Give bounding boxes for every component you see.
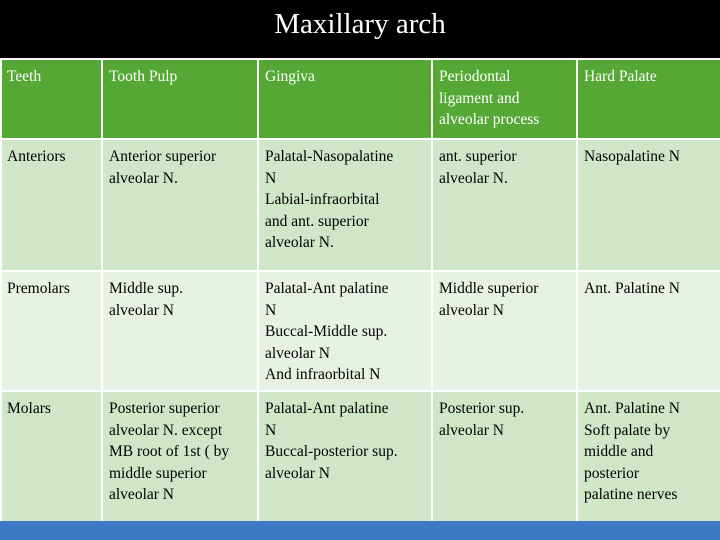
nerve-supply-table-container xyxy=(0,58,720,521)
cell-tooth-pulp: Anterior superior alveolar N. xyxy=(102,139,258,271)
table-header-row xyxy=(1,59,720,139)
cell-periodontal: Posterior sup. alveolar N xyxy=(432,391,577,526)
cell-tooth-pulp: Posterior superior alveolar N. except MB root of 1st ( by middle superior alveolar N xyxy=(102,391,258,526)
header-periodontal: Periodontal ligament and alveolar process xyxy=(432,59,577,139)
slide-title: Maxillary arch xyxy=(274,8,446,40)
cell-hard-palate: Ant. Palatine N Soft palate by middle and posterior palatine nerves xyxy=(577,391,720,526)
cell-periodontal: ant. superior alveolar N. xyxy=(432,139,577,271)
cell-tooth-pulp: Middle sup. alveolar N xyxy=(102,271,258,391)
header-tooth-pulp: Tooth Pulp xyxy=(102,59,258,139)
footer-bar xyxy=(0,521,720,540)
cell-gingiva: Palatal-Nasopalatine N Labial-infraorbital and ant. superior alveolar N. xyxy=(258,139,432,271)
cell-teeth: Premolars xyxy=(1,271,102,391)
cell-teeth: Molars xyxy=(1,391,102,526)
header-hard-palate: Hard Palate xyxy=(577,59,720,139)
cell-teeth: Anteriors xyxy=(1,139,102,271)
header-teeth: Teeth xyxy=(1,59,102,139)
header-gingiva: Gingiva xyxy=(258,59,432,139)
cell-gingiva: Palatal-Ant palatine N Buccal-posterior sup. alveolar N xyxy=(258,391,432,526)
table-row-molars xyxy=(1,391,720,526)
cell-gingiva: Palatal-Ant palatine N Buccal-Middle sup. alveolar N And infraorbital N xyxy=(258,271,432,391)
cell-hard-palate: Ant. Palatine N xyxy=(577,271,720,391)
table-row-anteriors xyxy=(1,139,720,271)
nerve-supply-table xyxy=(0,58,720,527)
cell-hard-palate: Nasopalatine N xyxy=(577,139,720,271)
table-row-premolars xyxy=(1,271,720,391)
cell-periodontal: Middle superior alveolar N xyxy=(432,271,577,391)
